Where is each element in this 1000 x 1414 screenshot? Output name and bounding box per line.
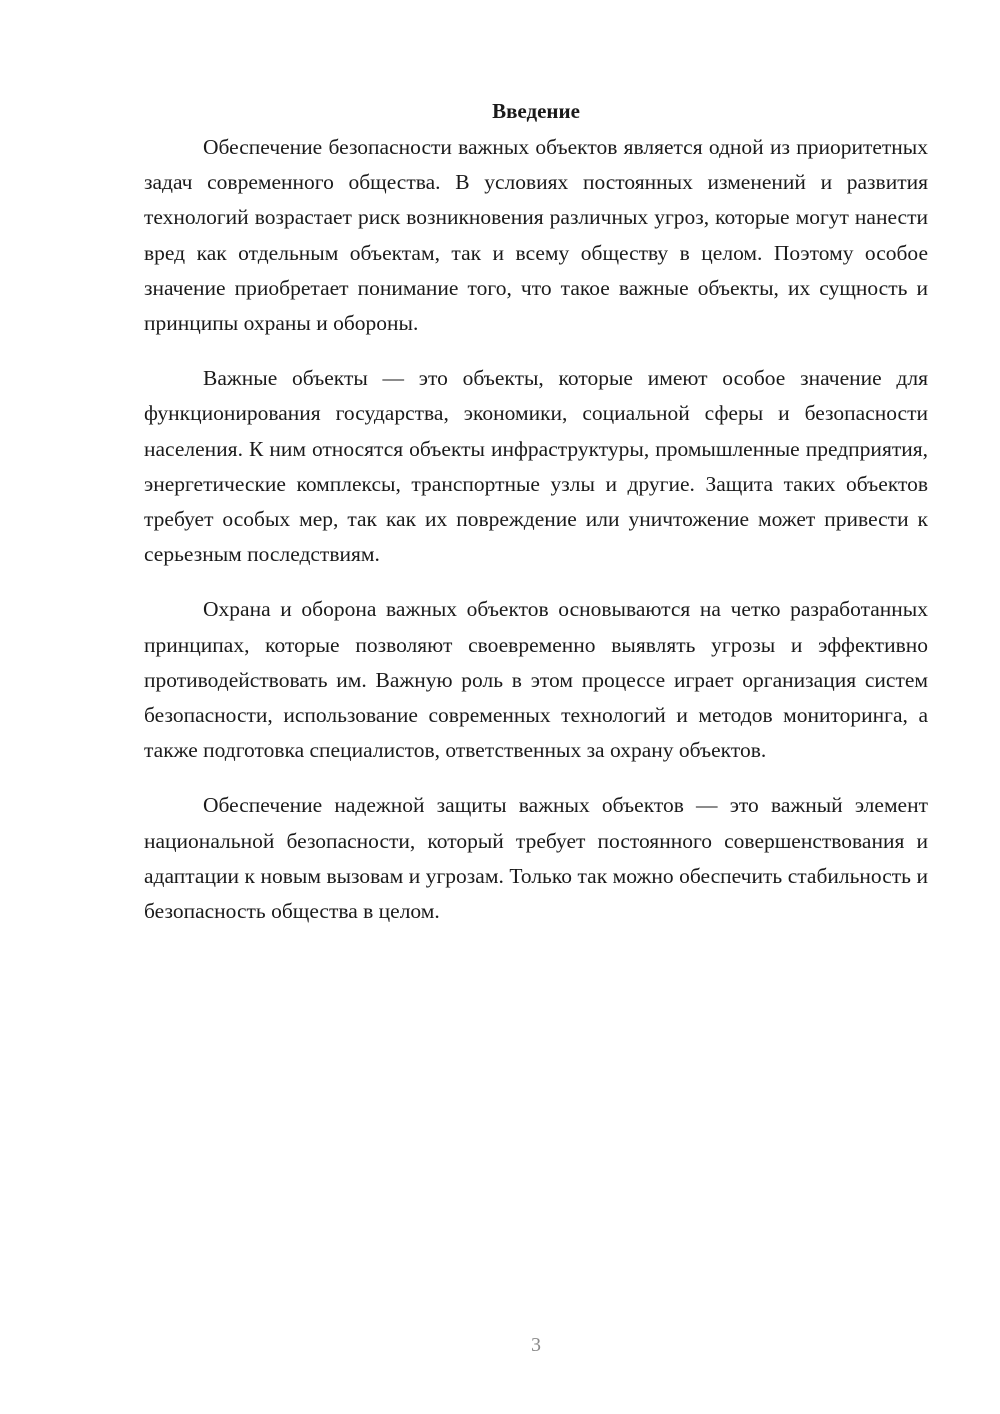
document-body bbox=[144, 96, 928, 949]
page-title: Введение bbox=[492, 99, 580, 123]
page-number: 3 bbox=[531, 1334, 541, 1356]
paragraph-1: Обеспечение безопасности важных объектов является одной из приоритетных задач современного общества. В условиях постоянных изменений и развития технологий возрастает риск возникновения различных угроз, которые могут нанести вред как отдельным объектам, так и всему обществу в целом. Поэтому особое значение приобретает понимание того, что такое важные объекты, их сущность и принципы охраны и обороны. bbox=[144, 135, 928, 336]
paragraph-4: Обеспечение надежной защиты важных объектов — это важный элемент национальной безопасности, который требует постоянного совершенствования и адаптации к новым вызовам и угрозам. Только так можно обеспечить стабильность и безопасность общества в целом. bbox=[144, 793, 928, 924]
paragraph-2: Важные объекты — это объекты, которые имеют особое значение для функционирования государства, экономики, социальной сферы и безопасности населения. К ним относятся объекты инфраструктуры, промышленные предприятия, энергетические комплексы, транспортные узлы и другие. Защита таких объектов требует особых мер, так как их повреждение или уничтожение может привести к серьезным последствиям. bbox=[144, 366, 928, 567]
paragraph-3: Охрана и оборона важных объектов основываются на четко разработанных принципах, которые позволяют своевременно выявлять угрозы и эффективно противодействовать им. Важную роль в этом процессе играет организация систем безопасности, использование современных технологий и методов мониторинга, а также подготовка специалистов, ответственных за охрану объектов. bbox=[144, 597, 928, 763]
